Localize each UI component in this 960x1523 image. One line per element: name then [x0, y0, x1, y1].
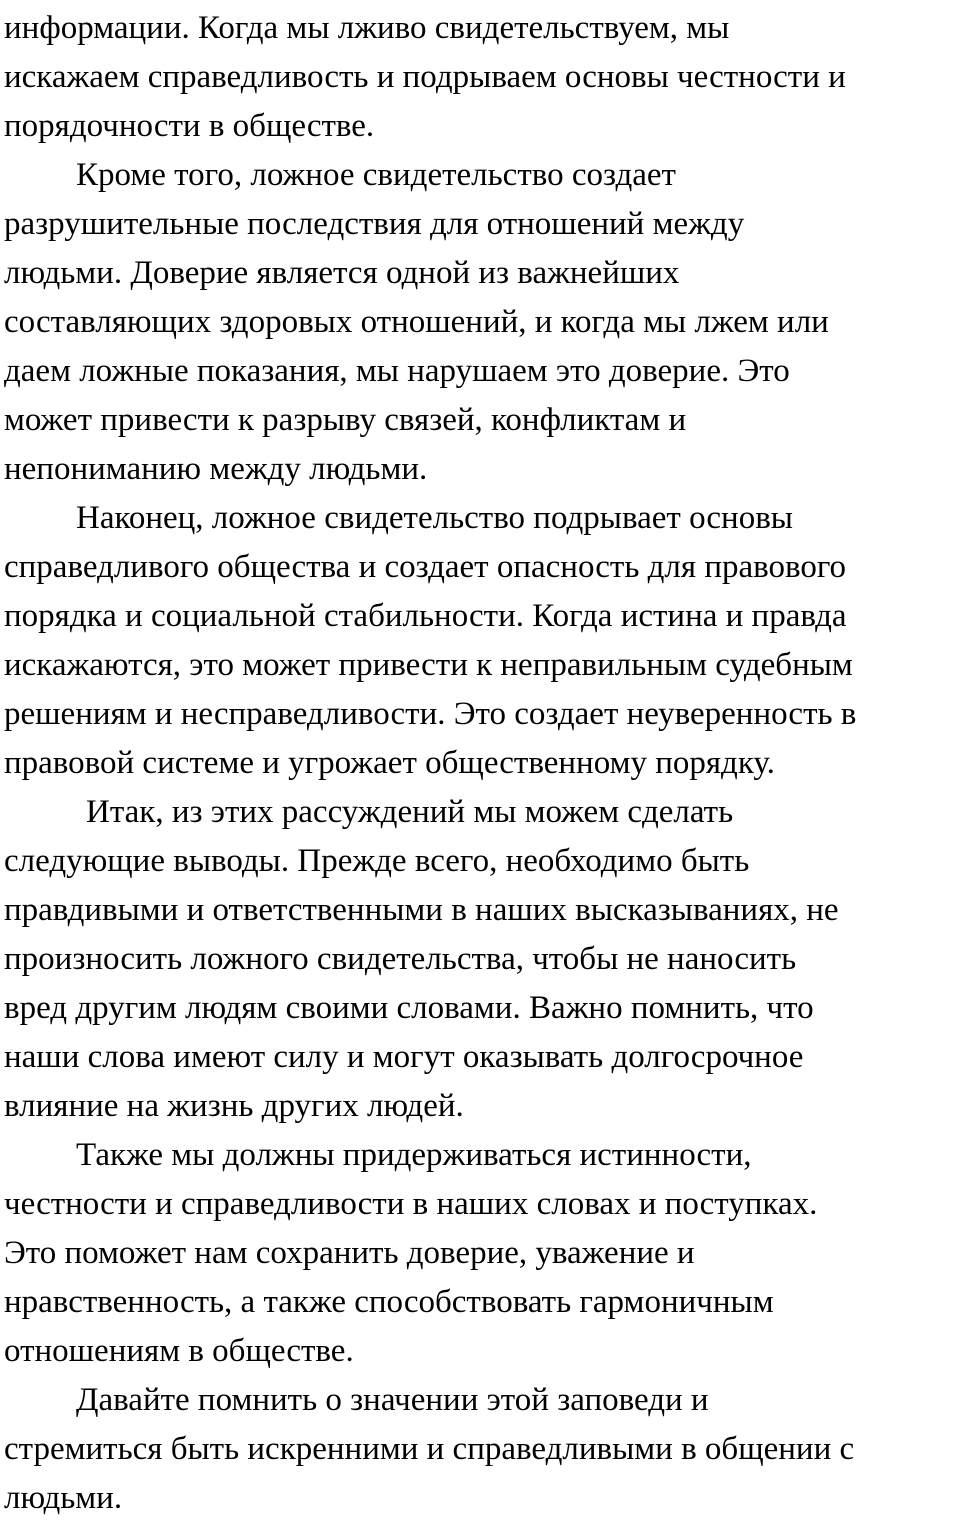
text-line: порядочности в обществе.: [4, 108, 375, 144]
text-line: Также мы должны придерживаться истинности,: [76, 1137, 752, 1173]
paragraph-6: [4, 1376, 960, 1523]
paragraph-5: [4, 1131, 960, 1376]
text-line: Давайте помнить о значении этой заповеди и: [76, 1382, 709, 1418]
text-line: Кроме того, ложное свидетельство создает: [76, 157, 676, 193]
text-line: людьми. Доверие является одной из важнейших: [4, 255, 680, 291]
text-line: произносить ложного свидетельства, чтобы не наносить: [4, 941, 797, 977]
text-line: искажаются, это может привести к неправильным судебным: [4, 647, 853, 683]
text-line: может привести к разрыву связей, конфликтам и: [4, 402, 687, 438]
paragraph-1: [4, 4, 960, 151]
text-line: Итак, из этих рассуждений мы можем сделать: [86, 794, 734, 830]
text-line: людьми.: [4, 1480, 123, 1516]
text-line: составляющих здоровых отношений, и когда мы лжем или: [4, 304, 829, 340]
text-line: Это поможет нам сохранить доверие, уважение и: [4, 1235, 695, 1271]
text-line: стремиться быть искренними и справедливыми в общении с: [4, 1431, 855, 1467]
text-line: искажаем справедливость и подрываем основы честности и: [4, 59, 846, 95]
text-line: решениям и несправедливости. Это создает неуверенность в: [4, 696, 857, 732]
text-line: нравственность, а также способствовать гармоничным: [4, 1284, 774, 1320]
text-line: информации. Когда мы лживо свидетельствуем, мы: [4, 10, 730, 46]
text-line: разрушительные последствия для отношений между: [4, 206, 745, 242]
paragraph-3: [4, 494, 960, 788]
text-line: Наконец, ложное свидетельство подрывает основы: [76, 500, 793, 536]
text-line: даем ложные показания, мы нарушаем это доверие. Это: [4, 353, 790, 389]
text-line: честности и справедливости в наших словах и поступках.: [4, 1186, 818, 1222]
text-line: следующие выводы. Прежде всего, необходимо быть: [4, 843, 750, 879]
text-line: правдивыми и ответственными в наших высказываниях, не: [4, 892, 839, 928]
text-line: вред другим людям своими словами. Важно помнить, что: [4, 990, 814, 1026]
text-line: непониманию между людьми.: [4, 451, 428, 487]
text-line: отношениям в обществе.: [4, 1333, 354, 1369]
paragraph-4: [4, 788, 960, 1131]
text-line: влияние на жизнь других людей.: [4, 1088, 464, 1124]
text-line: справедливого общества и создает опасность для правового: [4, 549, 847, 585]
text-line: правовой системе и угрожает общественному порядку.: [4, 745, 775, 781]
paragraph-2: [4, 151, 960, 494]
text-line: наши слова имеют силу и могут оказывать долгосрочное: [4, 1039, 804, 1075]
text-line: порядка и социальной стабильности. Когда истина и правда: [4, 598, 847, 634]
